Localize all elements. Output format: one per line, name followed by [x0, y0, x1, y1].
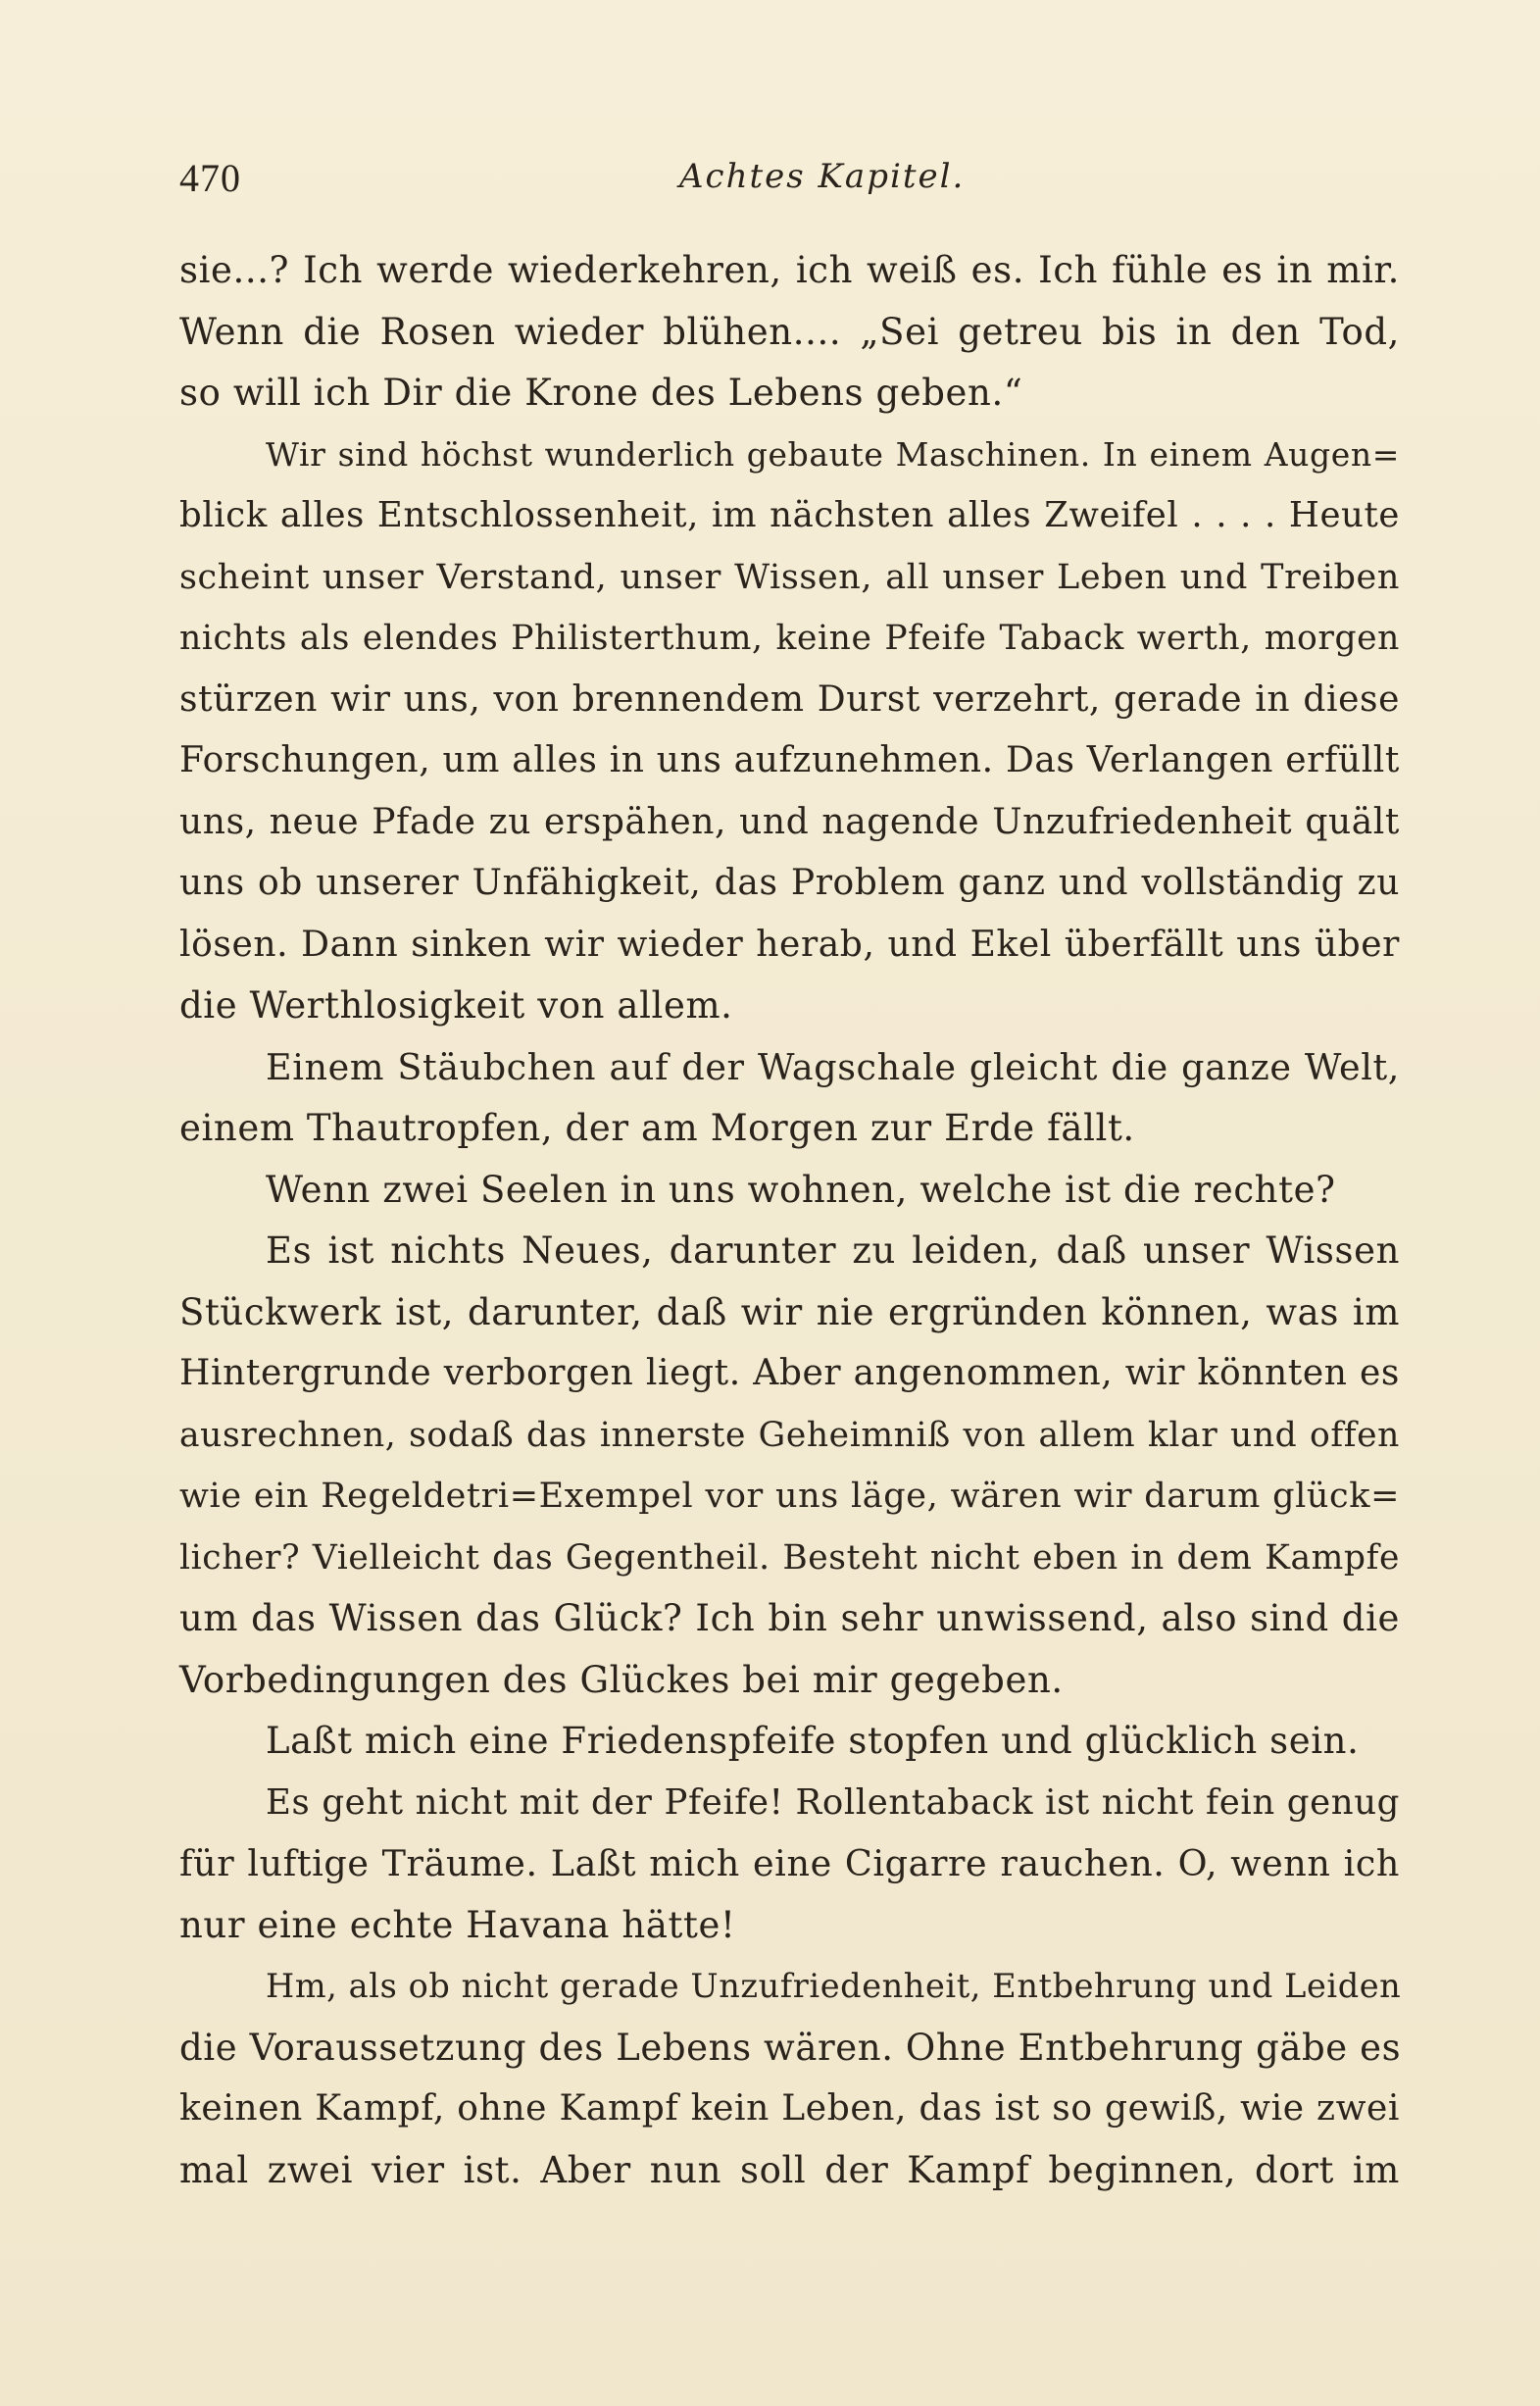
text-line: sie...? Ich werde wiederkehren, ich weiß es. Ich fühle es in mir. [179, 249, 1400, 291]
text-line: keinen Kampf, ohne Kampf kein Leben, das ist so gewiß, wie zwei [179, 2088, 1400, 2129]
text-line: scheint unser Verstand, unser Wissen, all unser Leben und Treiben [179, 557, 1400, 597]
text-line: Wenn die Rosen wieder blühen.... „Sei getreu bis in den Tod, [179, 310, 1400, 353]
text-line: Hm, als ob nicht gerade Unzufriedenheit, Entbehrung und Leiden [266, 1967, 1402, 2005]
text-line: uns ob unserer Unfähigkeit, das Problem ganz und vollständig zu [179, 863, 1400, 903]
text-line: Laßt mich eine Friedenspfeife stopfen und glücklich sein. [266, 1720, 1360, 1762]
text-line: Wir sind höchst wunderlich gebaute Maschinen. In einem Augen= [266, 434, 1400, 474]
text-line: Vorbedingungen des Glückes bei mir gegeben. [179, 1658, 1064, 1701]
text-line: die Voraussetzung des Lebens wären. Ohne Entbehrung gäbe es [179, 2026, 1402, 2069]
text-line: Stückwerk ist, darunter, daß wir nie ergründen können, was im [179, 1290, 1400, 1333]
text-line: Hintergrunde verborgen liegt. Aber angenommen, wir könnten es [179, 1353, 1400, 1393]
page-header [179, 147, 1400, 216]
text-line: um das Wissen das Glück? Ich bin sehr unwissend, also sind die [179, 1597, 1400, 1639]
text-line: ausrechnen, sodaß das innerste Geheimniß von allem klar und offen [179, 1415, 1400, 1455]
text-line: Es geht nicht mit der Pfeife! Rollentaback ist nicht fein genug [266, 1781, 1400, 1823]
text-line: Forschungen, um alles in uns aufzunehmen. Das Verlangen erfüllt [179, 740, 1400, 780]
text-line: einem Thautropfen, der am Morgen zur Erde fällt. [179, 1107, 1135, 1149]
page-number: 470 [179, 156, 241, 200]
text-line: so will ich Dir die Krone des Lebens geben.“ [179, 372, 1023, 414]
text-line: Einem Stäubchen auf der Wagschale gleicht die ganze Welt, [266, 1045, 1400, 1088]
text-line: nichts als elendes Philisterthum, keine Pfeife Taback werth, morgen [179, 619, 1400, 658]
text-line: mal zwei vier ist. Aber nun soll der Kampf beginnen, dort im [179, 2148, 1400, 2191]
text-line: für luftige Träume. Laßt mich eine Cigarre rauchen. O, wenn ich [179, 1842, 1400, 1884]
text-line: Es ist nichts Neues, darunter zu leiden, daß unser Wissen [266, 1229, 1400, 1272]
text-line: Wenn zwei Seelen in uns wohnen, welche ist die rechte? [266, 1168, 1336, 1211]
text-line: licher? Vielleicht das Gegentheil. Besteht nicht eben in dem Kampfe [179, 1537, 1400, 1578]
text-line: nur eine echte Havana hätte! [179, 1903, 736, 1946]
text-line: wie ein Regeldetri=Exempel vor uns läge, wären wir darum glück= [179, 1477, 1400, 1516]
text-line: uns, neue Pfade zu erspähen, und nagende Unzufriedenheit quält [179, 801, 1400, 842]
text-line: stürzen wir uns, von brennendem Durst verzehrt, gerade in diese [179, 678, 1400, 720]
body-text [179, 240, 1400, 2201]
text-line: blick alles Entschlossenheit, im nächsten alles Zweifel . . . . Heute [179, 495, 1400, 535]
text-line: die Werthlosigkeit von allem. [179, 984, 733, 1027]
text-line: lösen. Dann sinken wir wieder herab, und Ekel überfällt uns über [179, 924, 1400, 965]
running-title: Achtes Kapitel. [679, 157, 966, 196]
